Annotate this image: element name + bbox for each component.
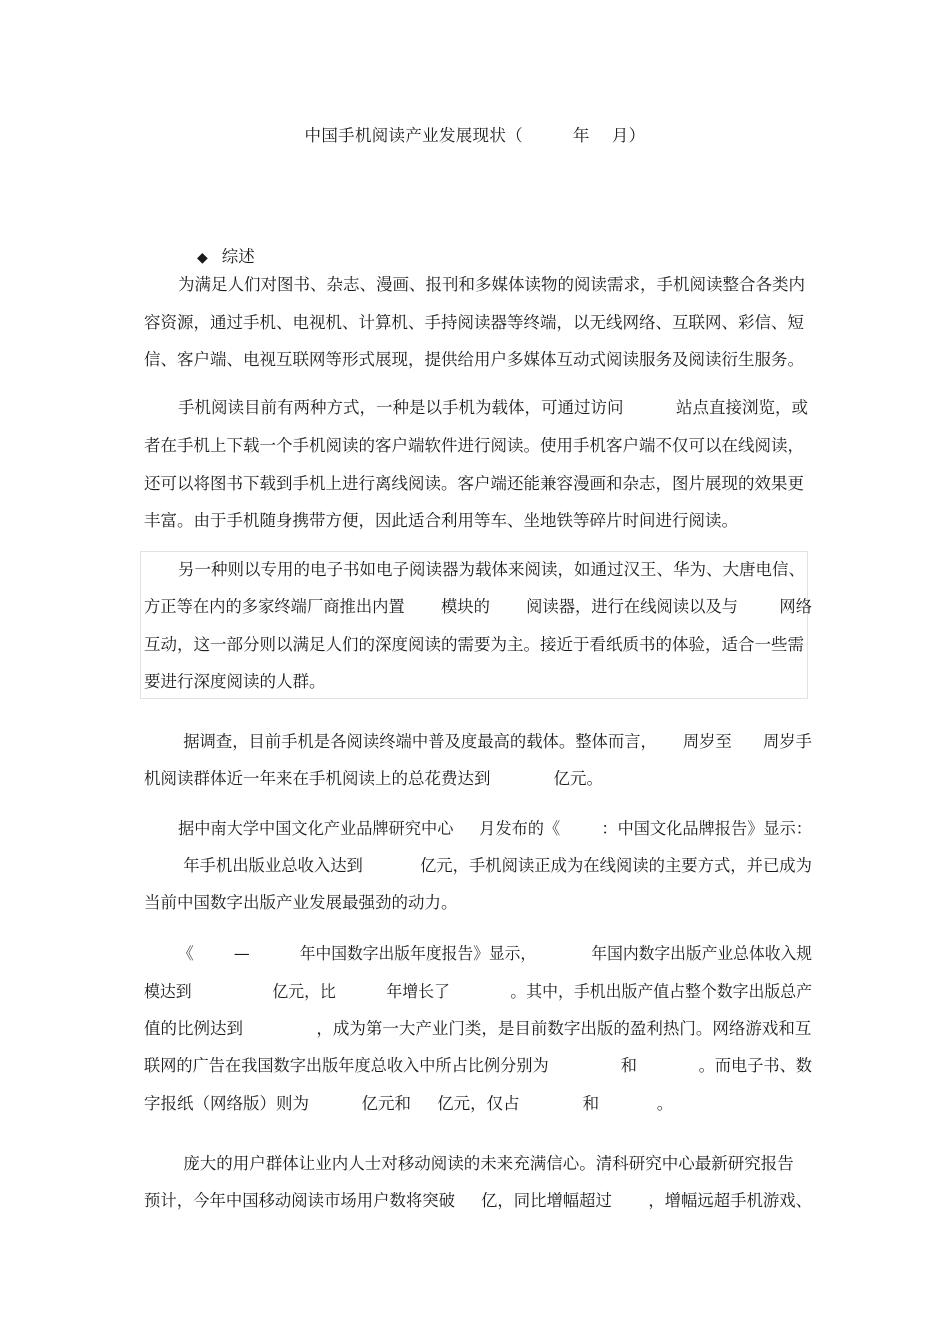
paragraph-2-line-1: 手机阅读目前有两种方式，一种是以手机为载体，可通过访问 站点直接浏览，或 — [178, 398, 808, 417]
paragraph-3-line-1: 另一种则以专用的电子书如电子阅读器为载体来阅读，如通过汉王、华为、大唐电信、 — [178, 560, 805, 579]
paragraph-3-line-4: 要进行深度阅读的人群。 — [144, 672, 326, 691]
paragraph-1-line-3: 信、客户端、电视互联网等形式展现，提供给用户多媒体互动式阅读服务及阅读衍生服务。 — [144, 350, 804, 369]
paragraph-1-line-2: 容资源，通过手机、电视机、计算机、手持阅读器等终端，以无线网络、互联网、彩信、短 — [144, 313, 804, 332]
paragraph-5-line-1: 据中南大学中国文化产业品牌研究中心 月发布的《 ：中国文化品牌报告》显示： — [178, 819, 813, 838]
paragraph-6-line-2: 模达到 亿元，比 年增长了 。其中，手机出版产值占整个数字出版总产 — [144, 982, 812, 1001]
paragraph-6-line-3: 值的比例达到 ，成为第一大产业门类，是目前数字出版的盈利热门。网络游戏和互 — [144, 1019, 812, 1038]
paragraph-4-line-2: 机阅读群体近一年来在手机阅读上的总花费达到 亿元。 — [144, 769, 603, 788]
paragraph-6-line-1: 《 — 年中国数字出版年度报告》显示， 年国内数字出版产业总体收入规 — [178, 944, 813, 963]
paragraph-3-line-3: 互动，这一部分则以满足人们的深度阅读的需要为主。接近于看纸质书的体验，适合一些需 — [144, 635, 804, 654]
paragraph-2-line-2: 者在手机上下载一个手机阅读的客户端软件进行阅读。使用手机客户端不仅可以在线阅读， — [144, 436, 804, 455]
paragraph-1-line-1: 为满足人们对图书、杂志、漫画、报刊和多媒体读物的阅读需求，手机阅读整合各类内 — [178, 275, 805, 294]
paragraph-6-line-5: 字报纸（网络版）则为 亿元和 亿元，仅占 和 。 — [144, 1094, 674, 1113]
paragraph-7-line-2: 预计，今年中国移动阅读市场用户数将突破 亿，同比增幅超过 ，增幅远超手机游戏、 — [144, 1191, 812, 1210]
paragraph-6-line-4: 联网的广告在我国数字出版年度总收入中所占比例分别为 和 。而电子书、数 — [144, 1056, 813, 1075]
paragraph-7-line-1: 庞大的用户群体让业内人士对移动阅读的未来充满信心。清科研究中心最新研究报告 — [178, 1154, 794, 1173]
paragraph-5-line-3: 当前中国数字出版产业发展最强劲的动力。 — [144, 893, 458, 912]
diamond-bullet-icon: ◆ — [196, 250, 208, 266]
paragraph-2-line-4: 丰富。由于手机随身携带方便，因此适合利用等车、坐地铁等碎片时间进行阅读。 — [144, 511, 738, 530]
section-heading-text: 综述 — [221, 247, 255, 266]
paragraph-3-line-2: 方正等在内的多家终端厂商推出内置 模块的 阅读器，进行在线阅读以及与 网络 — [144, 597, 813, 616]
document-title: 中国手机阅读产业发展现状（ 年 月） — [304, 126, 646, 145]
paragraph-4-line-1: 据调查，目前手机是各阅读终端中普及度最高的载体。整体而言， 周岁至 周岁手 — [178, 732, 812, 751]
paragraph-2-line-3: 还可以将图书下载到手机上进行离线阅读。客户端还能兼容漫画和杂志，图片展现的效果更 — [144, 474, 804, 493]
paragraph-5-line-2: 年手机出版业总收入达到 亿元，手机阅读正成为在线阅读的主要方式，并已成为 — [178, 856, 812, 875]
